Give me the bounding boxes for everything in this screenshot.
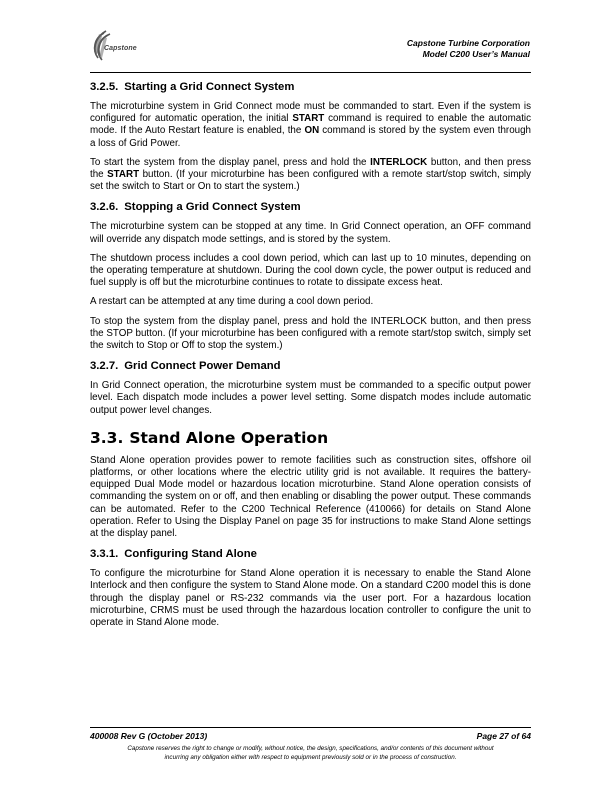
- disclaimer-line-1: Capstone reserves the right to change or modify, without notice, the design, specifications, and/or contents of this document without: [127, 745, 494, 752]
- page-number: Page 27 of 64: [476, 731, 531, 741]
- section-heading-3-3: 3.3. Stand Alone Operation: [90, 428, 329, 447]
- paragraph: To stop the system from the display panel, press and hold the INTERLOCK button, and then press the STOP button. (If your microturbine has been configured with a remote start/stop switch, simply set the switch to Stop or Off to stop the system.): [90, 315, 531, 352]
- paragraph: To configure the microturbine for Stand Alone operation it is necessary to enable the Stand Alone Interlock and then configure the system to Stand Alone mode. On a standard C200 model this is done through the display panel or RS-232 commands via the user port. For a hazardous location microturbine, CRMS must be used through the hazardous location controller to configure the unit to operate in Stand Alone mode.: [90, 568, 531, 629]
- paragraph: Stand Alone operation provides power to remote facilities such as construction sites, offshore oil platforms, or other locations where the electric utility grid is not available. It requires the battery-equipped Dual Mode model or hazardous location microturbine. Stand Alone operation consists of commanding the system on or off, and then enabling or disabling the power output. These commands can be automated. Refer to the C200 Technical Reference (410066) for details on Stand Alone operation. Refer to Using the Display Panel on page 35 for instructions to make Stand Alone settings at the display panel.: [90, 454, 531, 540]
- paragraph: The shutdown process includes a cool down period, which can last up to 10 minutes, depending on the operating temperature at shutdown. During the cool down cycle, the power output is reduced and fuel supply is off but the microturbine continues to rotate to dissipate excess heat.: [90, 252, 531, 289]
- header-info: [407, 38, 530, 59]
- paragraph: In Grid Connect operation, the microturbine system must be commanded to a specific output power level. Each dispatch mode includes a power level setting. Some dispatch modes include automatic output power level changes.: [90, 380, 531, 416]
- capstone-logo: [90, 28, 160, 64]
- paragraph: To start the system from the display panel, press and hold the INTERLOCK button, and then press the START button. (If your microturbine has been configured with a remote start/stop switch, simply set the switch to Start or On to start the system.): [90, 156, 531, 193]
- paragraph: The microturbine system in Grid Connect mode must be commanded to start. Even if the system is configured for automatic operation, the initial START command is required to enable the automatic mode. If the Auto Restart feature is enabled, the ON command is stored by the system even through a loss of Grid Power.: [90, 101, 531, 149]
- company-name: Capstone Turbine Corporation: [406, 38, 530, 48]
- section-heading-3-2-7: 3.2.7. Grid Connect Power Demand: [90, 360, 281, 373]
- footer-disclaimer: [90, 745, 531, 762]
- paragraph: A restart can be attempted at any time during a cool down period.: [90, 296, 374, 308]
- section-heading-3-2-6: 3.2.6. Stopping a Grid Connect System: [90, 201, 301, 214]
- page-content: [90, 80, 531, 636]
- document-id: 400008 Rev G (October 2013): [90, 731, 208, 741]
- section-heading-3-2-5: 3.2.5. Starting a Grid Connect System: [90, 81, 295, 93]
- section-heading-3-3-1: 3.3.1. Configuring Stand Alone: [90, 548, 257, 561]
- manual-title: Model C200 User’s Manual: [422, 48, 530, 59]
- footer-rule: [90, 727, 531, 728]
- header-rule: [90, 72, 531, 73]
- paragraph: The microturbine system can be stopped at any time. In Grid Connect operation, an OFF command will override any dispatch mode settings, and is stored by the system.: [90, 221, 531, 245]
- disclaimer-line-2: incurring any obligation either with respect to equipment previously sold or in the process of construction.: [164, 753, 457, 761]
- page-header: [90, 26, 530, 70]
- logo-text: Capstone: [104, 45, 137, 52]
